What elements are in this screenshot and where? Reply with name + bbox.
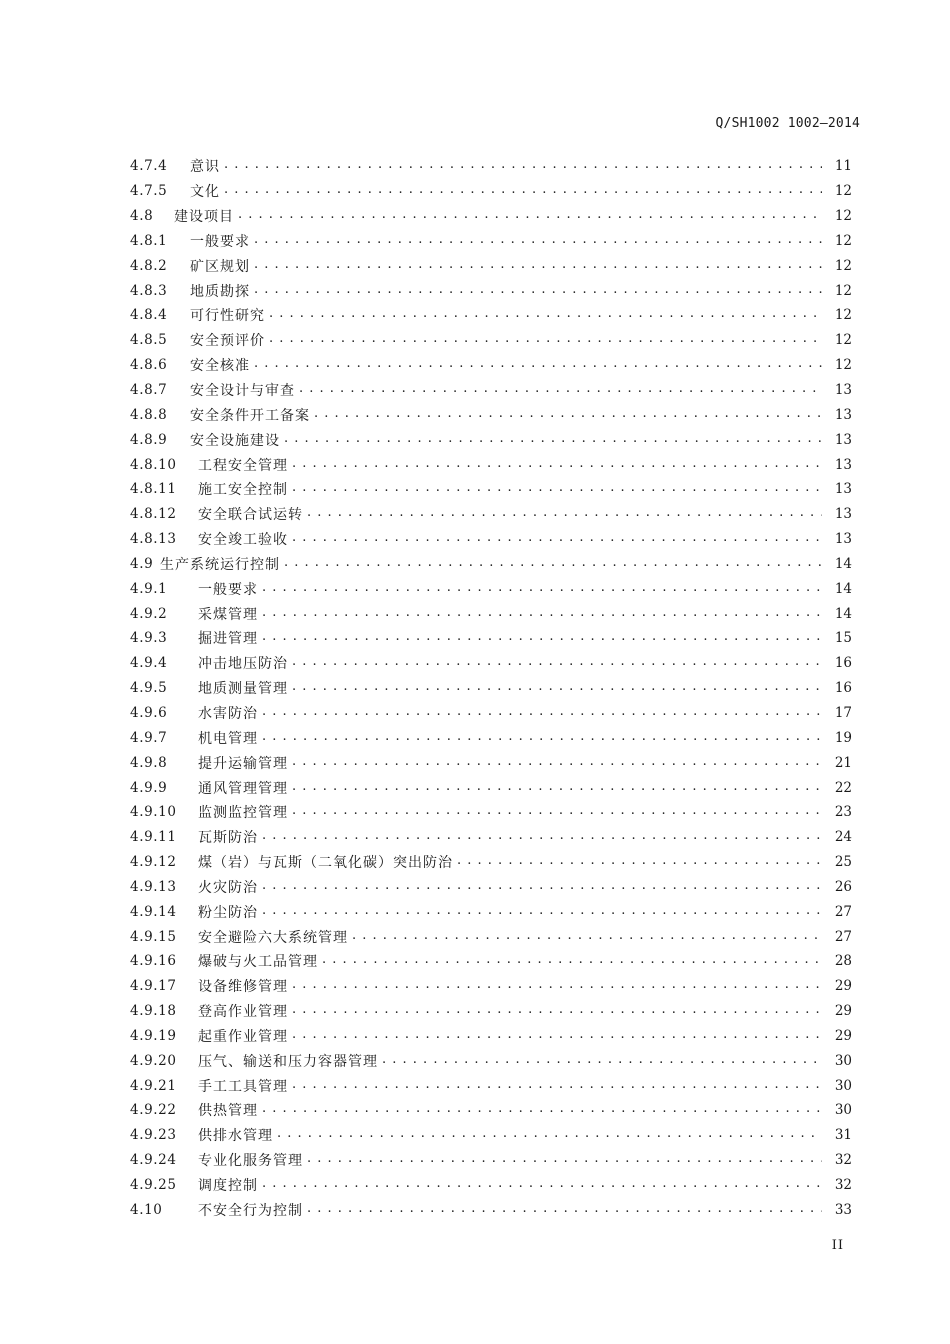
toc-entry-number: 4.8.13 bbox=[130, 531, 177, 548]
toc-leader-dots bbox=[314, 406, 822, 424]
toc-entry-page: 28 bbox=[834, 953, 852, 970]
toc-leader-dots bbox=[262, 729, 822, 747]
toc-entry-title: 工程安全管理 bbox=[198, 457, 288, 474]
toc-entry-page: 30 bbox=[834, 1052, 852, 1069]
toc-entry-page: 14 bbox=[834, 555, 852, 572]
toc-entry-number: 4.9.2 bbox=[130, 605, 168, 622]
toc-entry-page: 30 bbox=[834, 1102, 852, 1119]
toc-leader-dots bbox=[254, 356, 822, 374]
toc-entry-page: 30 bbox=[834, 1077, 852, 1094]
toc-entry-title: 安全避险六大系统管理 bbox=[198, 929, 348, 946]
toc-entry-number: 4.7.5 bbox=[130, 183, 168, 200]
toc-entry-number: 4.8.7 bbox=[130, 382, 168, 399]
toc-entry[interactable] bbox=[130, 253, 852, 278]
toc-leader-dots bbox=[262, 704, 822, 722]
toc-entry-page: 13 bbox=[834, 406, 852, 423]
toc-entry-title: 专业化服务管理 bbox=[198, 1153, 303, 1170]
toc-entry-title: 安全联合试运转 bbox=[198, 507, 303, 524]
toc-entry-page: 27 bbox=[834, 903, 852, 920]
toc-entry[interactable] bbox=[130, 874, 852, 899]
toc-leader-dots bbox=[254, 257, 822, 275]
toc-entry-number: 4.9.14 bbox=[130, 903, 177, 920]
toc-entry-page: 27 bbox=[834, 928, 852, 945]
toc-entry-title: 矿区规划 bbox=[190, 258, 250, 275]
toc-entry-number: 4.8.1 bbox=[130, 232, 168, 249]
toc-entry-title: 掘进管理 bbox=[198, 631, 258, 648]
toc-entry-page: 13 bbox=[834, 481, 852, 498]
toc-leader-dots bbox=[262, 903, 822, 921]
toc-entry-page: 13 bbox=[834, 431, 852, 448]
toc-entry-page: 17 bbox=[834, 704, 852, 721]
toc-entry-page: 14 bbox=[834, 605, 852, 622]
toc-entry-number: 4.9.4 bbox=[130, 655, 168, 672]
document-code: Q/SH1002 1002—2014 bbox=[715, 116, 860, 131]
toc-leader-dots bbox=[292, 1002, 822, 1020]
toc-entry[interactable] bbox=[130, 229, 852, 254]
toc-entry[interactable] bbox=[130, 328, 852, 353]
toc-entry-number: 4.8.2 bbox=[130, 257, 168, 274]
toc-entry-title: 设备维修管理 bbox=[198, 979, 288, 996]
toc-entry-title: 冲击地压防治 bbox=[198, 656, 288, 673]
toc-entry[interactable] bbox=[130, 999, 852, 1024]
toc-leader-dots bbox=[292, 1077, 822, 1095]
toc-entry[interactable] bbox=[130, 452, 852, 477]
toc-entry-number: 4.9.7 bbox=[130, 729, 168, 746]
toc-entry[interactable] bbox=[130, 1173, 852, 1198]
toc-entry-number: 4.9.11 bbox=[130, 829, 177, 846]
toc-entry-page: 13 bbox=[834, 531, 852, 548]
toc-entry-number: 4.9.10 bbox=[130, 804, 177, 821]
toc-entry[interactable] bbox=[130, 502, 852, 527]
toc-entry-number: 4.9.20 bbox=[130, 1052, 177, 1069]
toc-entry[interactable] bbox=[130, 1024, 852, 1049]
toc-entry-page: 33 bbox=[834, 1201, 852, 1218]
toc-entry-title: 一般要求 bbox=[190, 233, 250, 250]
toc-entry[interactable] bbox=[130, 1123, 852, 1148]
toc-entry-title: 一般要求 bbox=[198, 581, 258, 598]
toc-entry-page: 13 bbox=[834, 382, 852, 399]
toc-entry-page: 16 bbox=[834, 655, 852, 672]
toc-entry-number: 4.8.5 bbox=[130, 332, 168, 349]
toc-entry[interactable] bbox=[130, 204, 852, 229]
page-number: II bbox=[831, 1238, 844, 1253]
toc-entry-page: 21 bbox=[834, 754, 852, 771]
toc-leader-dots bbox=[307, 1151, 822, 1169]
toc-entry-number: 4.9.23 bbox=[130, 1127, 177, 1144]
toc-entry[interactable] bbox=[130, 850, 852, 875]
table-of-contents bbox=[130, 154, 852, 1222]
toc-entry-title: 调度控制 bbox=[198, 1178, 258, 1195]
toc-entry-number: 4.9.15 bbox=[130, 928, 177, 945]
toc-entry-number: 4.9.22 bbox=[130, 1102, 177, 1119]
toc-leader-dots bbox=[299, 381, 822, 399]
toc-entry-page: 11 bbox=[834, 158, 852, 175]
toc-leader-dots bbox=[238, 207, 822, 225]
toc-entry[interactable] bbox=[130, 626, 852, 651]
toc-leader-dots bbox=[254, 232, 822, 250]
toc-entry-number: 4.9.6 bbox=[130, 704, 168, 721]
toc-entry-title: 可行性研究 bbox=[190, 308, 265, 325]
toc-entry-number: 4.9 bbox=[130, 555, 154, 572]
toc-entry[interactable] bbox=[130, 378, 852, 403]
toc-entry-page: 29 bbox=[834, 1027, 852, 1044]
toc-entry-title: 火灾防治 bbox=[198, 879, 258, 896]
toc-entry-number: 4.9.1 bbox=[130, 580, 168, 597]
toc-entry-page: 12 bbox=[834, 208, 852, 225]
toc-entry-page: 22 bbox=[834, 779, 852, 796]
toc-leader-dots bbox=[292, 456, 822, 474]
toc-leader-dots bbox=[262, 605, 822, 623]
toc-entry[interactable] bbox=[130, 427, 852, 452]
toc-leader-dots bbox=[262, 1101, 822, 1119]
toc-entry-number: 4.10 bbox=[130, 1201, 163, 1218]
toc-leader-dots bbox=[292, 530, 822, 548]
toc-entry-page: 12 bbox=[834, 183, 852, 200]
toc-leader-dots bbox=[269, 331, 822, 349]
toc-entry-title: 地质勘探 bbox=[190, 283, 250, 300]
toc-entry-title: 粉尘防治 bbox=[198, 904, 258, 921]
toc-entry-number: 4.8.8 bbox=[130, 406, 168, 423]
toc-entry-page: 12 bbox=[834, 232, 852, 249]
toc-leader-dots bbox=[352, 928, 822, 946]
toc-entry[interactable] bbox=[130, 676, 852, 701]
toc-entry[interactable] bbox=[130, 1098, 852, 1123]
toc-entry[interactable] bbox=[130, 1148, 852, 1173]
toc-entry-number: 4.9.9 bbox=[130, 779, 168, 796]
toc-entry-title: 通风管理管理 bbox=[198, 780, 288, 797]
toc-leader-dots bbox=[262, 828, 822, 846]
toc-entry-number: 4.9.18 bbox=[130, 1003, 177, 1020]
toc-entry-page: 19 bbox=[834, 729, 852, 746]
toc-entry-page: 15 bbox=[834, 630, 852, 647]
toc-entry[interactable] bbox=[130, 800, 852, 825]
toc-entry-page: 25 bbox=[834, 854, 852, 871]
toc-entry-title: 安全设计与审查 bbox=[190, 383, 295, 400]
toc-leader-dots bbox=[277, 1126, 822, 1144]
toc-entry-number: 4.8.4 bbox=[130, 307, 168, 324]
toc-entry-page: 23 bbox=[834, 804, 852, 821]
toc-entry-page: 26 bbox=[834, 878, 852, 895]
toc-entry-title: 提升运输管理 bbox=[198, 755, 288, 772]
toc-entry-title: 起重作业管理 bbox=[198, 1028, 288, 1045]
toc-entry-title: 供热管理 bbox=[198, 1103, 258, 1120]
toc-entry-title: 意识 bbox=[190, 159, 220, 176]
toc-leader-dots bbox=[284, 555, 822, 573]
toc-entry-page: 12 bbox=[834, 357, 852, 374]
toc-entry-title: 安全预评价 bbox=[190, 333, 265, 350]
toc-entry[interactable] bbox=[130, 601, 852, 626]
toc-leader-dots bbox=[307, 1201, 822, 1219]
toc-entry-number: 4.9.25 bbox=[130, 1177, 177, 1194]
toc-entry[interactable] bbox=[130, 278, 852, 303]
toc-entry-page: 16 bbox=[834, 680, 852, 697]
toc-entry-title: 施工安全控制 bbox=[198, 482, 288, 499]
toc-entry-title: 登高作业管理 bbox=[198, 1004, 288, 1021]
toc-entry[interactable] bbox=[130, 154, 852, 179]
toc-leader-dots bbox=[224, 157, 822, 175]
toc-leader-dots bbox=[292, 803, 822, 821]
toc-entry-number: 4.9.21 bbox=[130, 1077, 177, 1094]
toc-entry-number: 4.9.24 bbox=[130, 1152, 177, 1169]
toc-entry-page: 29 bbox=[834, 978, 852, 995]
toc-entry-title: 不安全行为控制 bbox=[198, 1202, 303, 1219]
toc-entry-title: 建设项目 bbox=[174, 209, 234, 226]
toc-entry-title: 煤（岩）与瓦斯（二氧化碳）突出防治 bbox=[198, 855, 453, 872]
toc-entry-title: 安全竣工验收 bbox=[198, 532, 288, 549]
toc-entry-number: 4.9.19 bbox=[130, 1027, 177, 1044]
toc-leader-dots bbox=[269, 306, 822, 324]
toc-leader-dots bbox=[382, 1052, 822, 1070]
toc-entry-number: 4.9.5 bbox=[130, 680, 168, 697]
toc-leader-dots bbox=[254, 282, 822, 300]
toc-entry[interactable] bbox=[130, 825, 852, 850]
toc-leader-dots bbox=[262, 629, 822, 647]
toc-entry-number: 4.8.10 bbox=[130, 456, 177, 473]
toc-leader-dots bbox=[322, 952, 822, 970]
toc-leader-dots bbox=[262, 580, 822, 598]
toc-entry-title: 瓦斯防治 bbox=[198, 830, 258, 847]
toc-entry[interactable] bbox=[130, 527, 852, 552]
toc-leader-dots bbox=[292, 679, 822, 697]
toc-leader-dots bbox=[262, 1176, 822, 1194]
toc-entry-number: 4.8.11 bbox=[130, 481, 177, 498]
toc-entry-title: 文化 bbox=[190, 184, 220, 201]
toc-entry-page: 14 bbox=[834, 580, 852, 597]
toc-entry-page: 12 bbox=[834, 257, 852, 274]
toc-entry[interactable] bbox=[130, 750, 852, 775]
toc-entry[interactable] bbox=[130, 402, 852, 427]
toc-entry-title: 压气、输送和压力容器管理 bbox=[198, 1053, 378, 1070]
toc-entry-page: 13 bbox=[834, 506, 852, 523]
toc-entry-page: 29 bbox=[834, 1003, 852, 1020]
toc-entry-number: 4.8.9 bbox=[130, 431, 168, 448]
toc-entry[interactable] bbox=[130, 775, 852, 800]
toc-entry-page: 13 bbox=[834, 456, 852, 473]
toc-entry-page: 12 bbox=[834, 282, 852, 299]
toc-leader-dots bbox=[284, 431, 822, 449]
toc-entry-number: 4.8.3 bbox=[130, 282, 168, 299]
toc-entry-title: 生产系统运行控制 bbox=[160, 556, 280, 573]
toc-entry-number: 4.9.16 bbox=[130, 953, 177, 970]
toc-leader-dots bbox=[262, 878, 822, 896]
toc-entry-title: 机电管理 bbox=[198, 730, 258, 747]
toc-leader-dots bbox=[292, 754, 822, 772]
toc-leader-dots bbox=[292, 1027, 822, 1045]
toc-entry-page: 24 bbox=[834, 829, 852, 846]
toc-entry-title: 安全条件开工备案 bbox=[190, 407, 310, 424]
toc-entry-number: 4.9.17 bbox=[130, 978, 177, 995]
toc-entry[interactable] bbox=[130, 477, 852, 502]
toc-entry-page: 32 bbox=[834, 1177, 852, 1194]
toc-entry[interactable] bbox=[130, 353, 852, 378]
toc-entry-page: 32 bbox=[834, 1152, 852, 1169]
toc-entry-title: 监测监控管理 bbox=[198, 805, 288, 822]
toc-entry-number: 4.9.3 bbox=[130, 630, 168, 647]
toc-entry[interactable] bbox=[130, 949, 852, 974]
toc-entry[interactable] bbox=[130, 303, 852, 328]
toc-entry[interactable] bbox=[130, 552, 852, 577]
toc-entry[interactable] bbox=[130, 651, 852, 676]
toc-entry-number: 4.9.12 bbox=[130, 854, 177, 871]
toc-entry[interactable] bbox=[130, 1073, 852, 1098]
toc-entry-page: 12 bbox=[834, 332, 852, 349]
toc-entry-title: 地质测量管理 bbox=[198, 681, 288, 698]
toc-entry-title: 安全核准 bbox=[190, 358, 250, 375]
toc-leader-dots bbox=[292, 654, 822, 672]
toc-entry-title: 安全设施建设 bbox=[190, 432, 280, 449]
toc-entry-number: 4.9.13 bbox=[130, 878, 177, 895]
toc-entry-number: 4.8.12 bbox=[130, 506, 177, 523]
toc-entry-title: 爆破与火工品管理 bbox=[198, 954, 318, 971]
toc-leader-dots bbox=[292, 779, 822, 797]
toc-leader-dots bbox=[307, 505, 822, 523]
toc-entry[interactable] bbox=[130, 974, 852, 999]
toc-entry-title: 供排水管理 bbox=[198, 1128, 273, 1145]
toc-entry-title: 手工工具管理 bbox=[198, 1078, 288, 1095]
toc-leader-dots bbox=[292, 480, 822, 498]
toc-entry[interactable] bbox=[130, 701, 852, 726]
toc-entry-page: 12 bbox=[834, 307, 852, 324]
toc-entry-number: 4.7.4 bbox=[130, 158, 168, 175]
toc-entry[interactable] bbox=[130, 1197, 852, 1222]
toc-entry[interactable] bbox=[130, 924, 852, 949]
toc-entry-title: 采煤管理 bbox=[198, 606, 258, 623]
toc-entry-title: 水害防治 bbox=[198, 705, 258, 722]
toc-entry[interactable] bbox=[130, 899, 852, 924]
toc-entry[interactable] bbox=[130, 576, 852, 601]
toc-entry-number: 4.9.8 bbox=[130, 754, 168, 771]
toc-leader-dots bbox=[457, 853, 822, 871]
toc-entry[interactable] bbox=[130, 1048, 852, 1073]
toc-entry-number: 4.8.6 bbox=[130, 357, 168, 374]
toc-entry[interactable] bbox=[130, 179, 852, 204]
toc-entry-number: 4.8 bbox=[130, 208, 154, 225]
toc-leader-dots bbox=[292, 977, 822, 995]
toc-entry-page: 31 bbox=[834, 1127, 852, 1144]
toc-entry[interactable] bbox=[130, 725, 852, 750]
toc-leader-dots bbox=[224, 182, 822, 200]
